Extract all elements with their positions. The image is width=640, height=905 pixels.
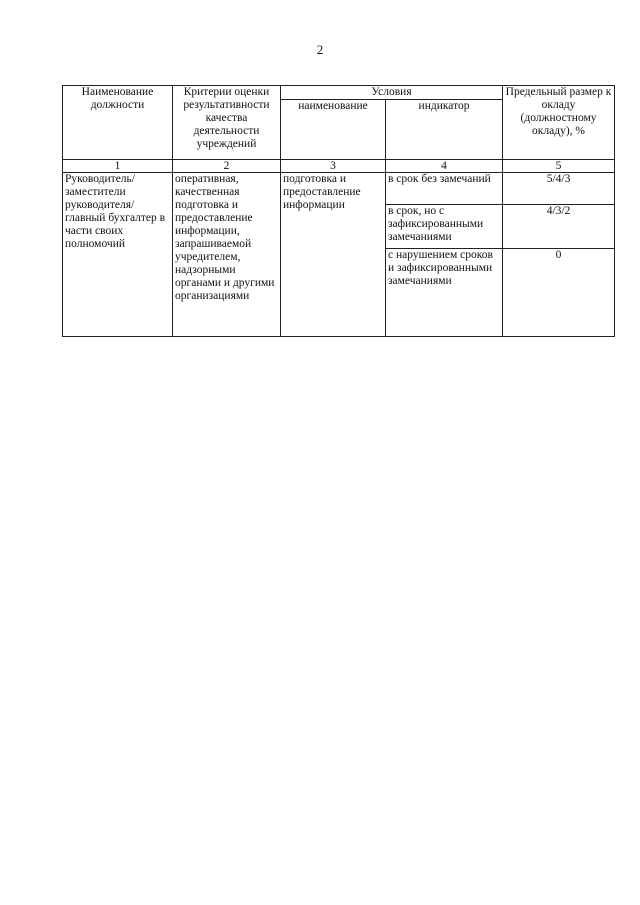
header-position: Наименование должности [63,86,173,160]
column-number-3: 3 [281,160,386,173]
table-row [63,173,615,205]
column-number-4: 4 [386,160,503,173]
cell-position: Руководитель/ заместители руководителя/ главный бухгалтер в части своих полномочий [63,173,173,337]
header-conditions: Условия [281,86,503,100]
page-number: 2 [316,42,324,57]
cell-criterion: оперативная, качественная подготовка и предоставление информации, запрашиваемой учредителем, надзорными органами и другими организациями [173,173,281,337]
cell-indicator-3: с нарушением сроков и зафиксированными замечаниями [386,249,503,337]
header-criteria: Критерии оценки результативности качества деятельности учреждений [173,86,281,160]
cell-value-1: 5/4/3 [503,173,615,205]
column-number-5: 5 [503,160,615,173]
cell-indicator-2: в срок, но с зафиксированными замечаниями [386,205,503,249]
header-conditions-name: наименование [281,100,386,160]
header-row-top [63,86,615,100]
header-conditions-indicator: индикатор [386,100,503,160]
column-number-1: 1 [63,160,173,173]
cell-value-3: 0 [503,249,615,337]
column-number-row [63,160,615,173]
cell-indicator-1: в срок без замечаний [386,173,503,205]
cell-condition: подготовка и предоставление информации [281,173,386,337]
column-number-2: 2 [173,160,281,173]
header-limit: Предельный размер к окладу (должностному окладу), % [503,86,615,160]
criteria-table [62,85,615,337]
cell-value-2: 4/3/2 [503,205,615,249]
